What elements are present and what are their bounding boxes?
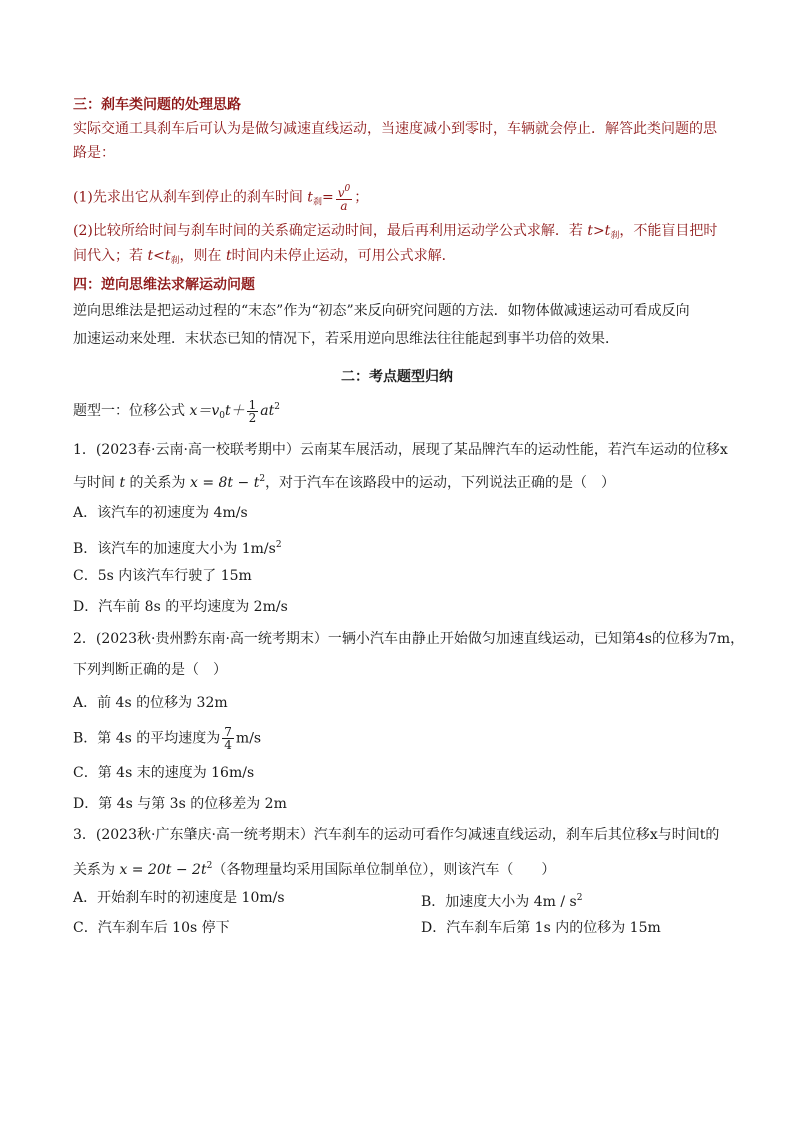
one-half-fraction — [247, 399, 259, 424]
section-3-heading: 三：刹车类问题的处理思路 — [73, 97, 241, 113]
half-numerator: 1 — [248, 397, 257, 412]
q3-equation-sup: 2 — [206, 861, 213, 871]
question-2-option-a: A．前 4s 的位移为 32m — [73, 695, 228, 711]
q1-t: t — [119, 475, 126, 491]
q2-b-unit: m/s — [235, 730, 262, 747]
question-3-options-row-2 — [73, 918, 661, 938]
question-2-option-d: D．第 4s 与第 3s 的位移差为 2m — [73, 796, 287, 812]
q1-equation-sup: 2 — [259, 474, 266, 484]
t-symbol: t — [307, 189, 313, 206]
q3-text-a: 关系为 — [73, 862, 115, 878]
q3-b-sup: 2 — [576, 893, 583, 903]
section-3-paragraph-line-2: 路是： — [73, 145, 115, 161]
q1-text-e: ，对于汽车在该路段中的运动，下列说法正确的是（ ） — [265, 475, 616, 491]
question-1-line-2 — [73, 469, 615, 493]
section-4-heading: 四：逆向思维法求解运动问题 — [73, 277, 255, 293]
q3-text-c: （各物理量均采用国际单位制单位），则该汽车（ ） — [212, 862, 556, 878]
formula-mid: t＋ — [225, 403, 245, 419]
q1-b-sup: 2 — [275, 540, 282, 550]
step-2-text-c: 间代入；若 — [73, 248, 143, 264]
q1-equation: x = 8t − t — [190, 475, 260, 491]
v0-over-a-fraction — [336, 183, 353, 212]
less-than: < — [153, 248, 165, 264]
question-3-option-a: A．开始刹车时的初速度是 10m/s — [73, 890, 285, 906]
q2-b-numerator: 7 — [224, 725, 232, 739]
question-1-option-a: A．该汽车的初速度为 4m/s — [73, 505, 248, 521]
section-4-paragraph-line-2: 加速运动来处理．末状态已知的情况下，若采用逆向思维法往往能起到事半功倍的效果． — [73, 331, 619, 347]
q1-text-a: 与时间 — [73, 475, 115, 491]
equals-sign: = — [321, 189, 334, 206]
formula-sup-2: 2 — [274, 402, 280, 412]
step-2-text-e: 时间内未停止运动，可用公式求解． — [231, 248, 456, 264]
formula-end: at — [260, 403, 275, 419]
greater-than: > — [592, 223, 605, 239]
question-type-1-heading — [73, 397, 280, 426]
step-2-text-d: ，则在 — [179, 248, 222, 264]
step-2-text-b: ，不能盲目把时 — [619, 223, 718, 239]
section-4-paragraph-line-1: 逆向思维法是把运动过程的“末态”作为“初态”来反向研究问题的方法．如物体做减速运动可看成反向 — [73, 303, 690, 319]
q2-b-text: B．第 4s 的平均速度为 — [73, 730, 221, 747]
section-title: 二：考点题型归纳 — [341, 369, 453, 385]
fraction-denominator: a — [340, 199, 348, 213]
section-3-step-2-line-2 — [73, 246, 456, 271]
step-1-text: (1)先求出它从刹车到停止的刹车时间 — [73, 189, 303, 206]
step-2-text: (2)比较所给时间与刹车时间的关系确定运动时间，最后再利用运动学公式求解．若 — [73, 223, 583, 239]
t-symbol: t — [587, 223, 593, 239]
semicolon: ； — [354, 189, 369, 206]
section-3-paragraph-line-1: 实际交通工具刹车后可认为是做匀减速直线运动，当速度减小到零时，车辆就会停止．解答此类问题的思 — [73, 121, 717, 137]
formula-left: x＝v — [189, 403, 220, 419]
section-3-step-1 — [73, 183, 368, 213]
question-3-option-d: D．汽车刹车后第 1s 内的位移为 15m — [421, 920, 661, 936]
q1-text-c: 的关系为 — [129, 475, 186, 491]
question-2-option-b — [73, 726, 261, 751]
t-symbol: t — [164, 248, 171, 264]
q2-b-fraction — [222, 726, 234, 751]
question-3-option-c: C．汽车刹车后 10s 停下 — [73, 920, 230, 936]
q3-equation: x = 20t − 2t — [119, 862, 207, 878]
v-symbol: v — [337, 186, 345, 200]
t-symbol: t — [604, 223, 611, 239]
fraction-numerator — [336, 183, 353, 200]
t-symbol: t — [147, 248, 154, 264]
formula-sub-0: 0 — [219, 411, 225, 421]
t-symbol: t — [225, 248, 232, 264]
question-3-line-1: 3．(2023秋·广东肇庆·高一统考期末）汽车刹车的运动可看作匀减速直线运动，刹车后其位移x与时间t的 — [73, 827, 720, 843]
question-3-option-b — [421, 888, 582, 912]
question-3-options-row-1 — [73, 888, 583, 910]
question-2-option-c: C．第 4s 末的速度为 16m/s — [73, 765, 255, 781]
section-3-step-2-line-1 — [73, 221, 717, 246]
t-subscript: 刹 — [610, 231, 620, 241]
t-subscript: 刹 — [312, 197, 322, 208]
half-denominator: 2 — [248, 410, 257, 425]
v-sub-0: 0 — [344, 184, 351, 194]
question-1-option-c: C．5s 内该汽车行驶了 15m — [73, 568, 252, 584]
t-subscript: 刹 — [170, 256, 180, 266]
q2-b-denominator: 4 — [224, 738, 232, 752]
question-1-option-b — [73, 535, 282, 559]
q1-b-text: B．该汽车的加速度大小为 1m/s — [73, 541, 276, 557]
question-2-line-2: 下列判断正确的是（ ） — [73, 662, 227, 678]
question-3-line-2 — [73, 856, 555, 880]
q3-b-text: B．加速度大小为 4m / s — [421, 894, 577, 910]
type-1-label: 题型一：位移公式 — [73, 403, 185, 419]
question-1-option-d: D．汽车前 8s 的平均速度为 2m/s — [73, 599, 288, 615]
question-1-line-1: 1．(2023春·云南·高一校联考期中）云南某车展活动，展现了某品牌汽车的运动性能，若汽车运动的位移x — [73, 442, 728, 458]
question-2-line-1: 2．(2023秋·贵州黔东南·高一统考期末）一辆小汽车由静止开始做匀加速直线运动，已知第4s的位移为7m， — [73, 631, 745, 647]
